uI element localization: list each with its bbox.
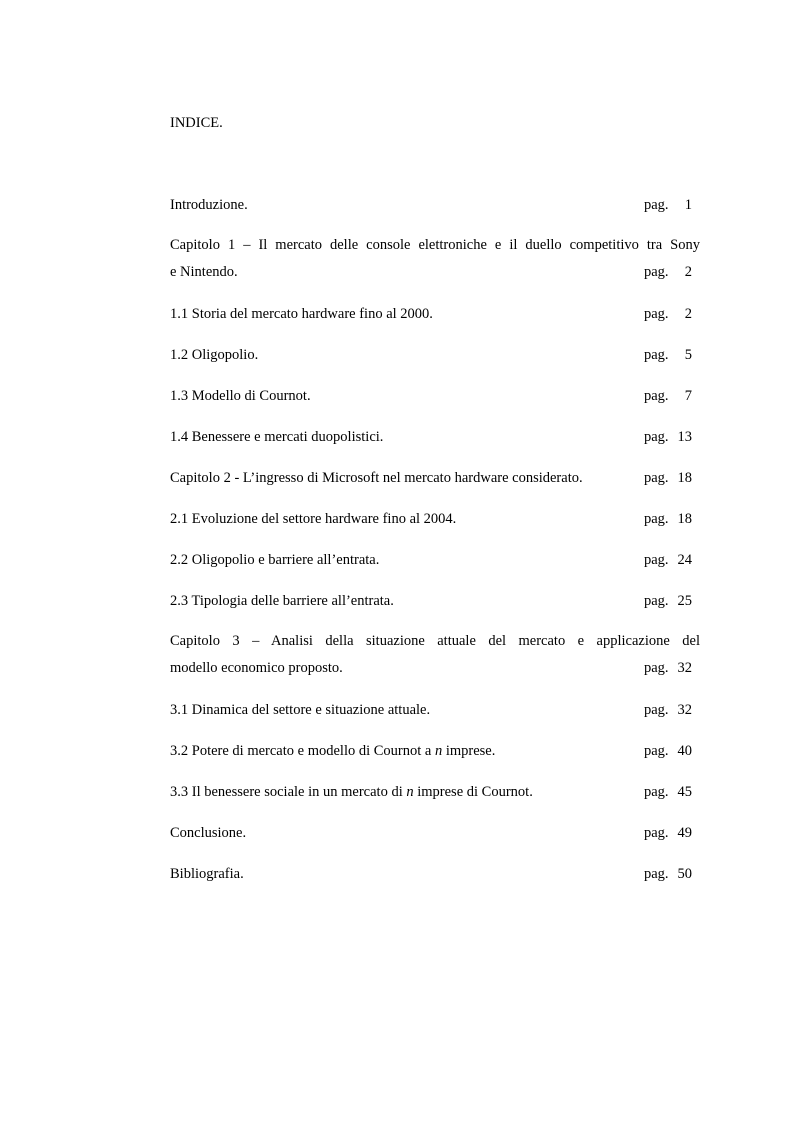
- page-number: 18: [677, 470, 692, 486]
- toc-entry-title-part: 3.3 Il benessere sociale in un mercato di: [170, 784, 407, 800]
- toc-entry-title: 2.2 Oligopolio e barriere all’entrata.: [170, 552, 380, 568]
- toc-entry-3-3: [170, 783, 700, 801]
- toc-entry-capitolo-1: [170, 236, 700, 281]
- page-label: pag.: [644, 784, 669, 800]
- page-label: pag.: [644, 306, 669, 322]
- page-label: pag.: [644, 743, 669, 759]
- toc-entry-1-3: [170, 387, 700, 405]
- page-number: 50: [677, 866, 692, 882]
- page-label: pag.: [644, 429, 669, 445]
- toc-entry-title: Introduzione.: [170, 197, 248, 213]
- toc-entry-title-part: imprese di Cournot.: [413, 784, 533, 800]
- toc-entry-title: [170, 783, 533, 801]
- toc-entry-title: 3.1 Dinamica del settore e situazione attuale.: [170, 702, 431, 718]
- page-label: pag.: [644, 511, 669, 527]
- page-label: pag.: [644, 593, 669, 609]
- toc-entry-title: Bibliografia.: [170, 866, 244, 882]
- page-label: pag.: [644, 660, 669, 676]
- page-label: pag.: [644, 264, 669, 280]
- toc-entry-3-1: [170, 701, 700, 719]
- page-number: 25: [677, 593, 692, 609]
- page-number: 32: [677, 702, 692, 718]
- toc-entry-title: 2.3 Tipologia delle barriere all’entrata.: [170, 593, 394, 609]
- page-number: 49: [677, 825, 692, 841]
- toc-entry-title: 1.2 Oligopolio.: [170, 347, 259, 363]
- page-number: 13: [677, 429, 692, 445]
- toc-entry-title-line1: Capitolo 3 – Analisi della situazione attuale del mercato e applicazione del: [170, 633, 700, 649]
- page-number: 2: [684, 264, 692, 280]
- toc-entry-title-line2: e Nintendo.: [170, 264, 238, 280]
- toc-entry-capitolo-2: [170, 469, 700, 487]
- toc-entry-2-1: [170, 510, 700, 528]
- toc-entry-title: 1.1 Storia del mercato hardware fino al 2000.: [170, 306, 433, 322]
- page-label: pag.: [644, 825, 669, 841]
- toc-entry-title: 2.1 Evoluzione del settore hardware fino al 2004.: [170, 511, 457, 527]
- toc-entry-1-1: [170, 305, 700, 323]
- page-label: pag.: [644, 388, 669, 404]
- page-label: pag.: [644, 866, 669, 882]
- page-title: INDICE.: [170, 115, 223, 131]
- toc-entry-1-4: [170, 428, 700, 446]
- italic-variable-n: n: [434, 743, 443, 759]
- toc-entry-title: 1.4 Benessere e mercati duopolistici.: [170, 429, 384, 445]
- page-number: 18: [677, 511, 692, 527]
- toc-entry-title-part: 3.2 Potere di mercato e modello di Cournot a: [170, 743, 435, 759]
- page-number: 24: [677, 552, 692, 568]
- page-label: pag.: [644, 197, 669, 213]
- toc-entry-capitolo-3: [170, 632, 700, 677]
- page-label: pag.: [644, 702, 669, 718]
- toc-entry-title: Capitolo 2 - L’ingresso di Microsoft nel mercato hardware considerato.: [170, 470, 583, 486]
- toc-entry-2-2: [170, 551, 700, 569]
- page-label: pag.: [644, 470, 669, 486]
- toc-entry-conclusione: [170, 824, 700, 842]
- toc-entry-title-line2: modello economico proposto.: [170, 660, 343, 676]
- toc-entry-title-part: imprese.: [442, 743, 496, 759]
- toc-entry-title: [170, 742, 495, 760]
- page-number: 7: [684, 388, 692, 404]
- page-number: 32: [677, 660, 692, 676]
- toc-entry-bibliografia: [170, 865, 700, 883]
- toc-entry-title-line1: Capitolo 1 – Il mercato delle console elettroniche e il duello competitivo tra Sony: [170, 237, 700, 253]
- page-label: pag.: [644, 347, 669, 363]
- page-number: 40: [677, 743, 692, 759]
- page-number: 45: [677, 784, 692, 800]
- page-label: pag.: [644, 552, 669, 568]
- page-number: 2: [684, 306, 692, 322]
- toc-entry-1-2: [170, 346, 700, 364]
- page-number: 1: [684, 197, 692, 213]
- toc-entry-title: 1.3 Modello di Cournot.: [170, 388, 311, 404]
- toc-entry-3-2: [170, 742, 700, 760]
- page-number: 5: [684, 347, 692, 363]
- italic-variable-n: n: [406, 784, 414, 800]
- toc-entry-introduzione: [170, 196, 700, 214]
- toc-entry-title: Conclusione.: [170, 825, 247, 841]
- toc-entry-2-3: [170, 592, 700, 610]
